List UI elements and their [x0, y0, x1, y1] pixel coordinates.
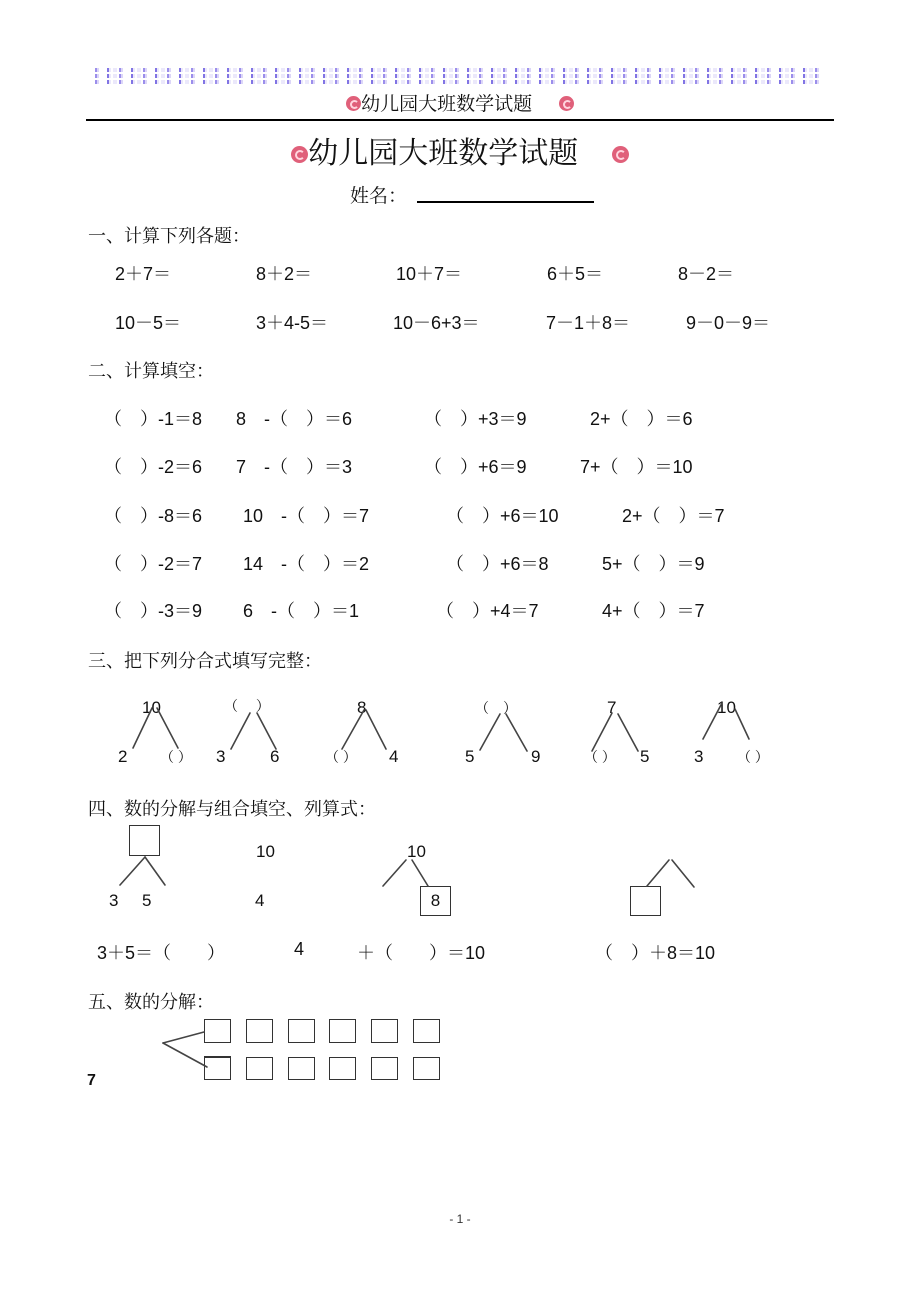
swirl-icon	[291, 146, 308, 163]
s2-eq: （ ）-2＝7	[104, 554, 203, 574]
s2-eq: （ ）+6＝8	[446, 554, 549, 574]
s1-eq: 9－0－9＝	[686, 313, 771, 333]
tree-left: 3	[694, 747, 704, 766]
page-number: - 1 -	[449, 1212, 471, 1226]
tree-right: （ ）	[737, 749, 769, 765]
answer-box[interactable]	[288, 1057, 315, 1080]
s2-eq: （ ）-2＝6	[104, 457, 203, 477]
s1-eq: 3＋4-5＝	[256, 313, 329, 333]
section2-title: 二、计算填空：	[88, 361, 214, 381]
tree-top: 10	[256, 842, 275, 861]
s1-eq: 10＋7＝	[396, 264, 463, 284]
answer-box[interactable]	[329, 1019, 356, 1043]
name-label: 姓名：	[350, 186, 408, 207]
answer-box[interactable]	[288, 1019, 315, 1043]
tree-left: （ ）	[325, 749, 357, 765]
answer-box[interactable]	[246, 1057, 273, 1080]
s2-eq: 6 -（ ）＝1	[243, 601, 360, 621]
s4-eq: 4	[294, 939, 305, 959]
s1-eq: 10－6+3＝	[393, 313, 480, 333]
page-title	[0, 128, 920, 172]
answer-box[interactable]	[329, 1057, 356, 1080]
s2-eq: （ ）+6＝9	[424, 457, 527, 477]
tree-top: （ ）	[224, 698, 270, 714]
s1-eq: 7－1＋8＝	[546, 313, 631, 333]
answer-box[interactable]	[413, 1057, 440, 1080]
s2-eq: 2+（ ）＝6	[590, 409, 693, 429]
s2-eq: （ ）+4＝7	[436, 601, 539, 621]
s4-eq: ＋（ ）＝10	[357, 943, 486, 963]
running-header	[0, 89, 920, 116]
tree-right: 6	[270, 747, 280, 766]
tree-left: 3	[109, 891, 119, 910]
s1-eq: 8＋2＝	[256, 264, 313, 284]
tree-left: 5	[465, 747, 475, 766]
answer-box[interactable]	[371, 1019, 398, 1043]
s4-eq: 3＋5＝（ ）	[97, 943, 226, 963]
answer-box[interactable]	[204, 1056, 231, 1080]
answer-box[interactable]	[246, 1019, 273, 1043]
page-title-text: 幼儿园大班数学试题	[308, 137, 579, 170]
s4-eq: （ ）＋8＝10	[595, 943, 716, 963]
tree-bottom: 4	[255, 891, 265, 910]
tree-left: 2	[118, 747, 128, 766]
s1-eq: 6＋5＝	[547, 264, 604, 284]
s2-eq: 14 -（ ）＝2	[243, 554, 370, 574]
section3-title: 三、把下列分合式填写完整：	[88, 651, 322, 671]
tree-left: 3	[216, 747, 226, 766]
s2-eq: （ ）+6＝10	[446, 506, 559, 526]
tree-top: 10	[717, 698, 736, 717]
tree-top: 10	[142, 698, 161, 717]
answer-box[interactable]	[129, 825, 160, 856]
answer-box[interactable]	[630, 886, 661, 916]
tree-top: 8	[357, 698, 367, 717]
answer-box-filled: 8	[420, 886, 451, 916]
swirl-icon	[612, 146, 629, 163]
s2-eq: （ ）-8＝6	[104, 506, 203, 526]
section4-title: 四、数的分解与组合填空、列算式：	[88, 799, 376, 819]
tree-right: （ ）	[160, 749, 192, 765]
s2-eq: （ ）-1＝8	[104, 409, 203, 429]
name-input-line[interactable]	[417, 201, 594, 203]
tree-right: 9	[531, 747, 541, 766]
s2-eq: 8 -（ ）＝6	[236, 409, 353, 429]
decorative-border	[93, 68, 825, 86]
decompose-number: 7	[87, 1072, 96, 1089]
tree-right: 5	[640, 747, 650, 766]
tree-top: （ ）	[475, 700, 517, 716]
s1-eq: 2＋7＝	[115, 264, 172, 284]
s1-eq: 10－5＝	[115, 313, 182, 333]
s2-eq: （ ）-3＝9	[104, 601, 203, 621]
header-divider	[86, 119, 834, 121]
tree-right: 5	[142, 891, 152, 910]
s2-eq: 7+（ ）＝10	[580, 457, 693, 477]
section5-title: 五、数的分解：	[88, 992, 214, 1012]
swirl-icon	[559, 96, 574, 111]
s2-eq: 2+（ ）＝7	[622, 506, 725, 526]
s2-eq: 5+（ ）＝9	[602, 554, 705, 574]
tree-right: 4	[389, 747, 399, 766]
tree-top: 10	[407, 842, 426, 861]
tree-left: （ ）	[584, 749, 616, 765]
answer-box[interactable]	[204, 1019, 231, 1043]
s2-eq: （ ）+3＝9	[424, 409, 527, 429]
s2-eq: 4+（ ）＝7	[602, 601, 705, 621]
tree-top: 7	[607, 698, 617, 717]
s2-eq: 10 -（ ）＝7	[243, 506, 370, 526]
swirl-icon	[346, 96, 361, 111]
header-title-text: 幼儿园大班数学试题	[361, 94, 533, 115]
s1-eq: 8－2＝	[678, 264, 735, 284]
section1-title: 一、计算下列各题：	[88, 226, 250, 246]
answer-box[interactable]	[413, 1019, 440, 1043]
answer-box[interactable]	[371, 1057, 398, 1080]
s2-eq: 7 -（ ）＝3	[236, 457, 353, 477]
